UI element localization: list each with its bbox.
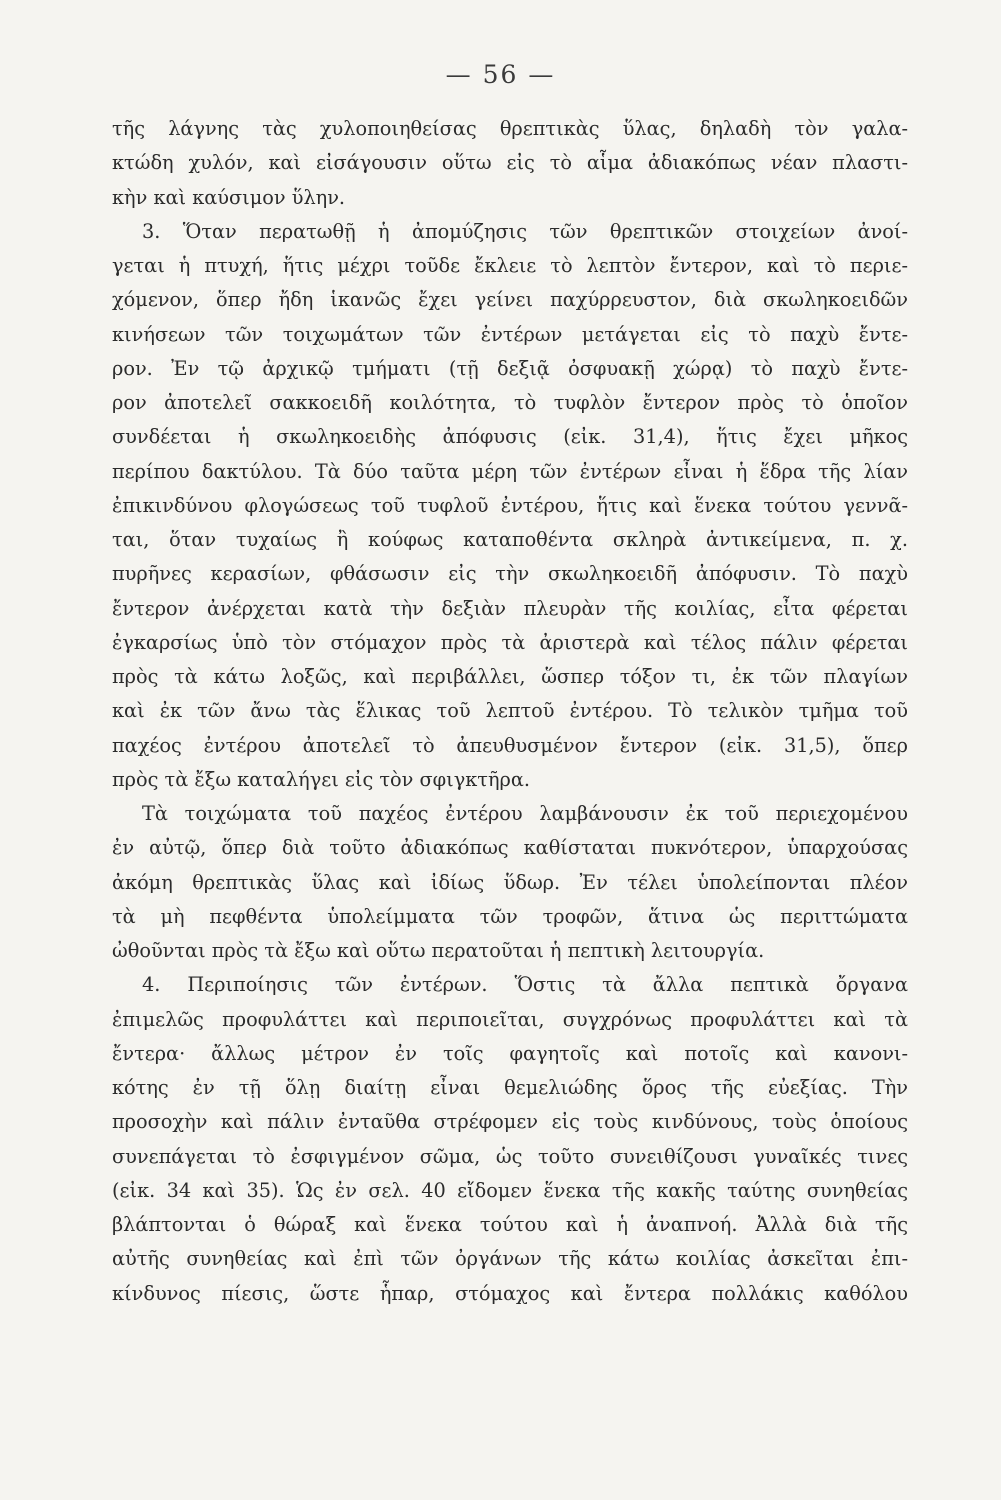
text-line: περίπου δακτύλου. Τὰ δύο ταῦτα μέρη τῶν ἐντέρων εἶναι ἡ ἕδρα τῆς λίαν <box>112 459 908 483</box>
text-line: κτώδη χυλόν, καὶ εἰσάγουσιν οὕτω εἰς τὸ αἷμα ἀδιακόπως νέαν πλαστι- <box>112 151 908 175</box>
text-line: πρὸς τὰ κάτω λοξῶς, καὶ περιβάλλει, ὥσπερ τόξον τι, ἐκ τῶν πλαγίων <box>112 665 908 688</box>
text-line: ἐν αὐτῷ, ὅπερ διὰ τοῦτο ἀδιακόπως καθίσταται πυκνότερον, ὑπαρχούσας <box>112 836 908 860</box>
text-line: συνεπάγεται τὸ ἐσφιγμένον σῶμα, ὡς τοῦτο συνειθίζουσι γυναῖκές τινες <box>112 1144 908 1168</box>
text-line: παχέος ἐντέρου ἀποτελεῖ τὸ ἀπευθυσμένον ἔντερον (εἰκ. 31,5), ὅπερ <box>112 733 908 757</box>
text-line: καὶ ἐκ τῶν ἄνω τὰς ἕλικας τοῦ λεπτοῦ ἐντέρου. Τὸ τελικὸν τμῆμα τοῦ <box>112 699 908 723</box>
text-line: τὰ μὴ πεφθέντα ὑπολείμματα τῶν τροφῶν, ἅτινα ὡς περιττώματα <box>112 904 908 928</box>
text-line: 4. Περιποίησις τῶν ἐντέρων. Ὅστις τὰ ἄλλα πεπτικὰ ὄργανα <box>142 973 908 997</box>
body-text <box>112 112 908 1311</box>
text-line: κίνδυνος πίεσις, ὥστε ἧπαρ, στόμαχος καὶ ἔντερα πολλάκις καθόλου <box>112 1281 908 1305</box>
text-line: (εἰκ. 34 καὶ 35). Ὡς ἐν σελ. 40 εἴδομεν ἕνεκα τῆς κακῆς ταύτης συνηθείας <box>112 1178 908 1202</box>
text-line: ρον. Ἐν τῷ ἀρχικῷ τμήματι (τῇ δεξιᾷ ὀσφυακῇ χώρᾳ) τὸ παχὺ ἔντε- <box>112 356 908 380</box>
text-line: γεται ἡ πτυχή, ἥτις μέχρι τοῦδε ἔκλειε τὸ λεπτὸν ἔντερον, καὶ τὸ περιε- <box>112 254 908 277</box>
text-line: ἔντερον ἀνέρχεται κατὰ τὴν δεξιὰν πλευρὰν τῆς κοιλίας, εἶτα φέρεται <box>112 596 908 620</box>
text-line: ἀκόμη θρεπτικὰς ὕλας καὶ ἰδίως ὕδωρ. Ἐν τέλει ὑπολείπονται πλέον <box>112 870 908 894</box>
text-line: ἐπιμελῶς προφυλάττει καὶ περιποιεῖται, συγχρόνως προφυλάττει καὶ τὰ <box>112 1007 908 1031</box>
text-line: κινήσεων τῶν τοιχωμάτων τῶν ἐντέρων μετάγεται εἰς τὸ παχὺ ἔντε- <box>112 322 908 346</box>
text-line: ὠθοῦνται πρὸς τὰ ἔξω καὶ οὕτω περατοῦται ἡ πεπτικὴ λειτουργία. <box>112 939 765 962</box>
text-line: τῆς λάγνης τὰς χυλοποιηθείσας θρεπτικὰς ὕλας, δηλαδὴ τὸν γαλα- <box>112 117 908 140</box>
text-line: προσοχὴν καὶ πάλιν ἐνταῦθα στρέφομεν εἰς τοὺς κινδύνους, τοὺς ὁποίους <box>112 1110 908 1134</box>
text-line: ρον ἀποτελεῖ σακκοειδῆ κοιλότητα, τὸ τυφλὸν ἔντερον πρὸς τὸ ὁποῖον <box>112 391 908 414</box>
text-line: Τὰ τοιχώματα τοῦ παχέος ἐντέρου λαμβάνουσιν ἐκ τοῦ περιεχομένου <box>142 802 908 825</box>
text-line: χόμενον, ὅπερ ἤδη ἱκανῶς ἔχει γείνει παχύρρευστον, διὰ σκωληκοειδῶν <box>112 288 908 312</box>
text-line: ἔντερα· ἄλλως μέτρον ἐν τοῖς φαγητοῖς καὶ ποτοῖς καὶ κανονι- <box>112 1041 908 1065</box>
text-line: 3. Ὅταν περατωθῇ ἡ ἀπομύζησις τῶν θρεπτικῶν στοιχείων ἀνοί- <box>142 219 908 243</box>
text-line: αὐτῆς συνηθείας καὶ ἐπὶ τῶν ὀργάνων τῆς κάτω κοιλίας ἀσκεῖται ἐπι- <box>112 1247 908 1271</box>
text-line: βλάπτονται ὁ θώραξ καὶ ἕνεκα τούτου καὶ ἡ ἀναπνοή. Ἀλλὰ διὰ τῆς <box>112 1213 908 1236</box>
text-line: πυρῆνες κερασίων, φθάσωσιν εἰς τὴν σκωληκοειδῆ ἀπόφυσιν. Τὸ παχὺ <box>112 562 908 586</box>
text-line: ἐπικινδύνου φλογώσεως τοῦ τυφλοῦ ἐντέρου, ἥτις καὶ ἕνεκα τούτου γεννᾶ- <box>112 493 908 517</box>
page-number: — 56 — <box>445 60 556 89</box>
text-line: συνδέεται ἡ σκωληκοειδὴς ἀπόφυσις (εἰκ. 31,4), ἥτις ἔχει μῆκος <box>112 425 908 449</box>
text-line: κὴν καὶ καύσιμον ὕλην. <box>112 185 346 209</box>
text-line: πρὸς τὰ ἔξω καταλήγει εἰς τὸν σφιγκτῆρα. <box>112 767 531 791</box>
text-line: ται, ὅταν τυχαίως ἢ κούφως καταποθέντα σκληρὰ ἀντικείμενα, π. χ. <box>112 528 908 551</box>
text-line: ἐγκαρσίως ὑπὸ τὸν στόμαχον πρὸς τὰ ἀριστερὰ καὶ τέλος πάλιν φέρεται <box>112 630 908 654</box>
text-line: κότης ἐν τῇ ὅλῃ διαίτῃ εἶναι θεμελιώδης ὅρος τῆς εὐεξίας. Τὴν <box>112 1076 908 1099</box>
